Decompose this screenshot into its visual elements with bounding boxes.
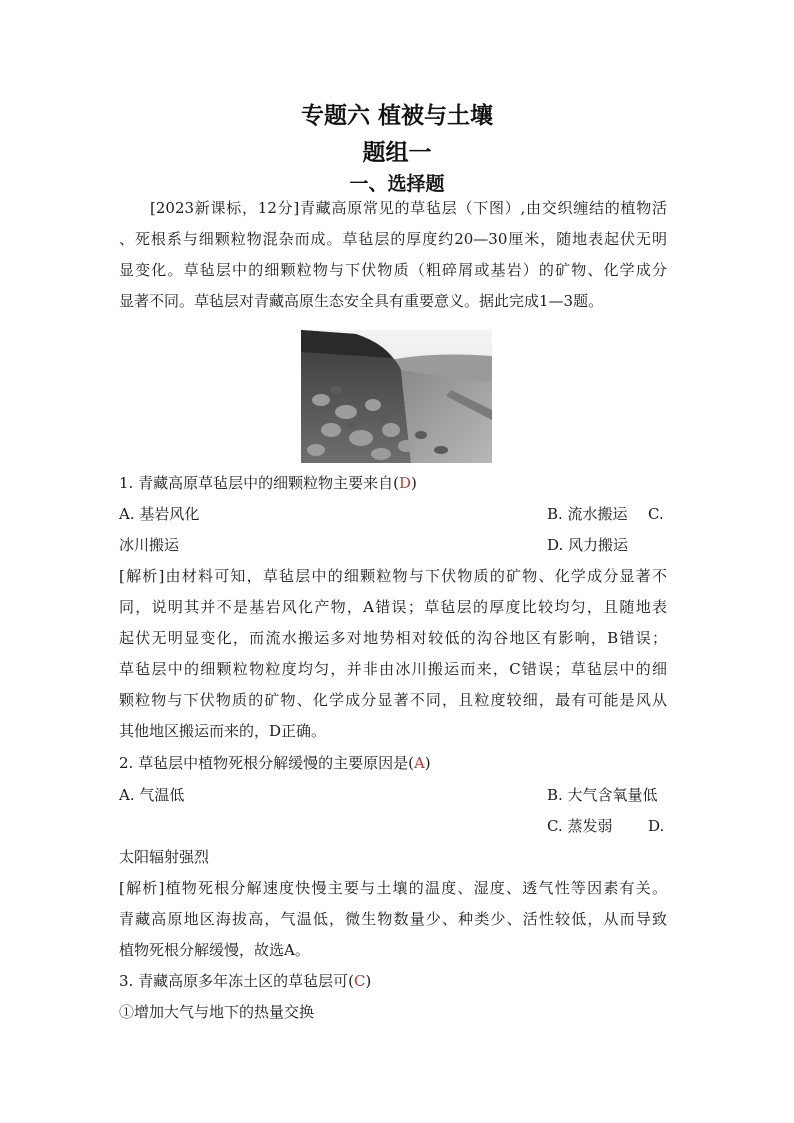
page-subtitle: 题组一 xyxy=(362,140,432,166)
option-d: D. 风力搬运 xyxy=(547,536,629,554)
analysis-line: [解析]由材料可知，草毡层中的细颗粒物与下伏物质的矿物、化学成分显著不 xyxy=(119,567,667,585)
analysis-line: 青藏高原地区海拔高，气温低，微生物数量少、种类少、活性较低，从而导致 xyxy=(119,910,667,928)
option-c-text: 冰川搬运 xyxy=(119,536,180,554)
question-stem-close: ) xyxy=(424,754,431,772)
statement-item-1: ①增加大气与地下的热量交换 xyxy=(119,1003,315,1021)
question-stem-text: 2. 草毡层中植物死根分解缓慢的主要原因是( xyxy=(119,754,414,772)
option-d-label: D. xyxy=(648,817,665,835)
answer-key: C xyxy=(353,972,366,990)
analysis-line: 同，说明其并不是基岩风化产物，A错误；草毡层的厚度比较均匀，且随地表 xyxy=(119,598,667,616)
question-3-stem xyxy=(119,971,667,991)
answer-key: D xyxy=(398,474,411,492)
question-stem-close: ) xyxy=(410,474,417,492)
option-a: A. 气温低 xyxy=(119,786,185,804)
intro-line: [2023新课标，12分]青藏高原常见的草毡层（下图）,由交织缠结的植物活 xyxy=(150,199,667,217)
option-c-label: C. xyxy=(648,505,664,523)
option-c: C. 蒸发弱 xyxy=(547,817,613,835)
question-stem-close: ) xyxy=(365,972,372,990)
analysis-line: 颗粒物与下伏物质的矿物、化学成分显著不同，且粒度较细，最有可能是风从 xyxy=(119,691,667,709)
option-b: B. 大气含氧量低 xyxy=(547,786,658,804)
answer-key: A xyxy=(413,754,425,772)
analysis-line: 草毡层中的细颗粒物粒度均匀，并非由冰川搬运而来，C错误；草毡层中的细 xyxy=(119,660,667,678)
question-2-stem xyxy=(119,753,667,773)
intro-line: 显变化。草毡层中的细颗粒物与下伏物质（粗碎屑或基岩）的矿物、化学成分 xyxy=(119,261,667,279)
page-title: 专题六 植被与土壤 xyxy=(300,103,493,129)
option-b: B. 流水搬运 xyxy=(547,505,628,523)
option-a: A. 基岩风化 xyxy=(119,505,200,523)
analysis-line: 起伏无明显变化，而流水搬运多对地势相对较低的沟谷地区有影响，B错误； xyxy=(119,629,667,647)
intro-line: 显著不同。草毡层对青藏高原生态安全具有重要意义。据此完成1—3题。 xyxy=(119,292,604,310)
analysis-line: [解析]植物死根分解速度快慢主要与土壤的温度、湿度、透气性等因素有关。 xyxy=(119,879,667,897)
analysis-line: 植物死根分解缓慢，故选A。 xyxy=(119,941,310,959)
analysis-line: 其他地区搬运而来的，D正确。 xyxy=(119,722,327,740)
section-heading: 一、选择题 xyxy=(349,173,445,195)
intro-line: 、死根系与细颗粒物混杂而成。草毡层的厚度约20—30厘米，随地表起伏无明 xyxy=(119,230,667,248)
question-1-stem xyxy=(119,473,667,493)
turf-layer-photo xyxy=(301,330,492,463)
option-d-text: 太阳辐射强烈 xyxy=(119,848,210,866)
question-stem-text: 1. 青藏高原草毡层中的细颗粒物主要来自( xyxy=(119,474,399,492)
question-stem-text: 3. 青藏高原多年冻土区的草毡层可( xyxy=(119,972,354,990)
